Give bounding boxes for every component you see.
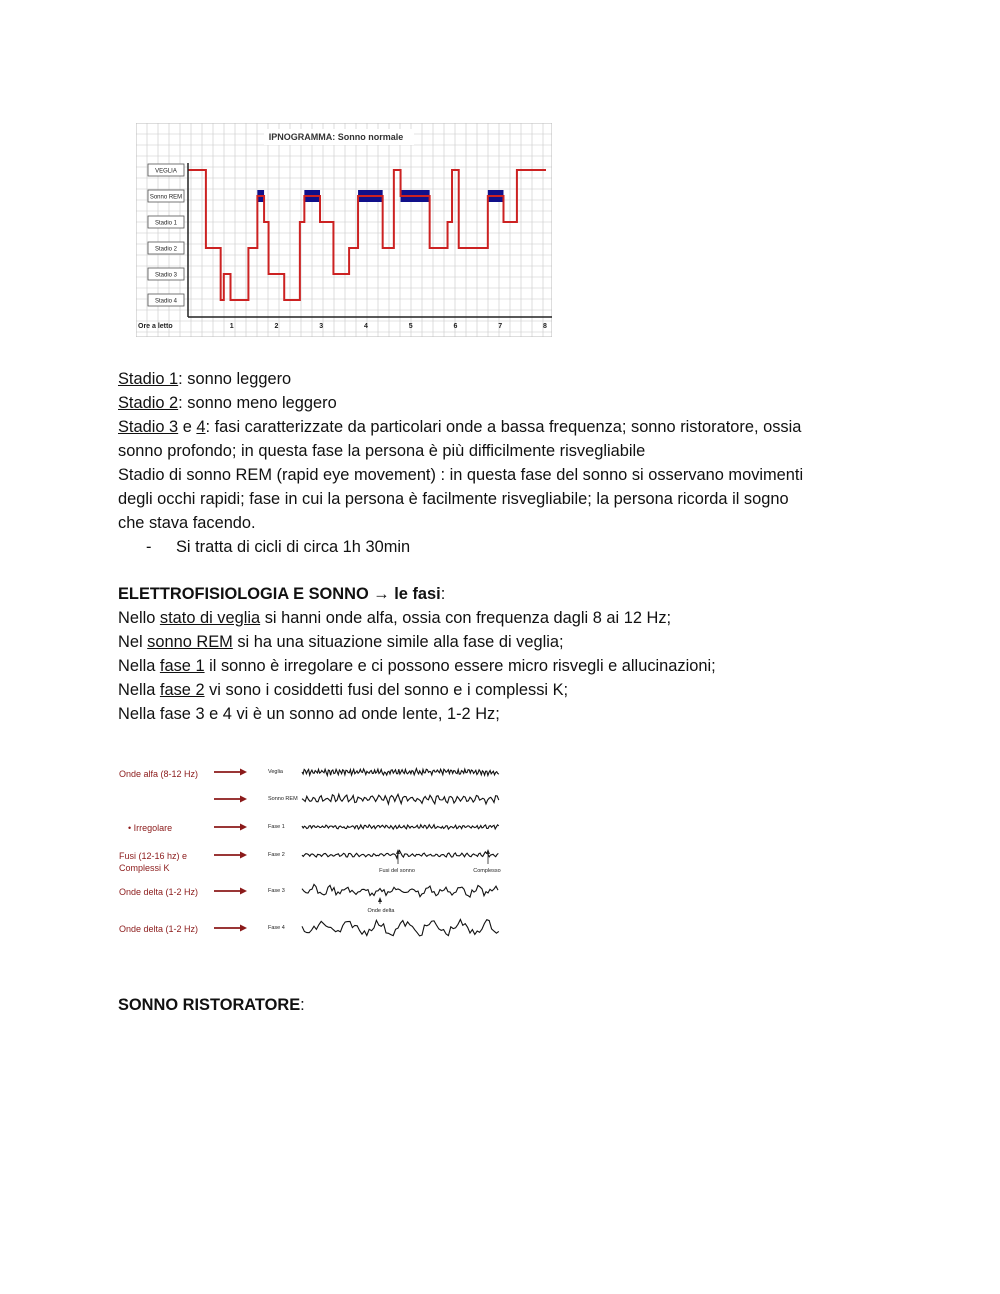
level-label-2 — [148, 216, 184, 228]
veglia-link[interactable]: stato di veglia — [159, 609, 261, 627]
eeg-annotation-2: Onde delta — [367, 908, 395, 914]
rem-line-3: che stava facendo. — [118, 514, 256, 532]
trace-label-1: Sonno REM — [268, 796, 298, 802]
x-tick-2: 2 — [274, 323, 279, 330]
level-label-4 — [148, 268, 184, 280]
svg-text:Stadio 3: Stadio 3 — [154, 272, 178, 279]
eeg-annotation-1: Complesso — [473, 868, 501, 874]
bullet-dash: - — [146, 538, 152, 556]
fase-2-link[interactable]: fase 2 — [159, 681, 205, 699]
x-tick-3: 3 — [319, 323, 324, 330]
svg-text:VEGLIA: VEGLIA — [155, 168, 177, 175]
bullet-text: Si tratta di cicli di circa 1h 30min — [176, 538, 411, 556]
electro-line-4: Nella fase 2 vi sono i cosiddetti fusi del sonno e i complessi K; — [118, 681, 569, 699]
svg-text:Sonno REM: Sonno REM — [149, 194, 183, 201]
eeg-trace-5 — [302, 920, 499, 936]
x-tick-8: 8 — [543, 323, 547, 330]
hypnogram-title: IPNOGRAMMA: Sonno normale — [268, 132, 404, 142]
rem-line-2: degli occhi rapidi; fase in cui la persona è facilmente risvegliabile; la persona ricorda il sogno — [118, 490, 789, 508]
eeg-trace-3 — [302, 851, 498, 859]
rem-line-1: Stadio di sonno REM (rapid eye movement) : in questa fase del sonno si osservano movimenti — [118, 466, 804, 484]
svg-text:Stadio 4: Stadio 4 — [154, 298, 178, 305]
eeg-left-label-4: Complessi K — [119, 863, 170, 873]
trace-label-2: Fase 1 — [268, 824, 285, 830]
level-label-0 — [148, 164, 184, 176]
svg-text:Stadio 1: Stadio 1 — [154, 220, 178, 227]
hypnogram-chart — [136, 123, 552, 337]
x-tick-4: 4 — [364, 323, 368, 330]
stage-34-line-2: sonno profondo; in questa fase la persona è più difficilmente risvegliabile — [118, 442, 646, 460]
stage-2-line: Stadio 2: sonno meno leggero — [118, 394, 337, 412]
eeg-figure — [116, 756, 506, 942]
svg-text:Stadio 2: Stadio 2 — [154, 246, 178, 253]
electro-line-5: Nella fase 3 e 4 vi è un sonno ad onde lente, 1-2 Hz; — [118, 705, 500, 723]
x-axis-label: Ore a letto — [138, 323, 173, 330]
trace-label-0: Veglia — [268, 769, 283, 775]
eeg-left-label-0: Onde alfa (8-12 Hz) — [119, 769, 199, 779]
level-label-1 — [148, 190, 184, 202]
fase-1-link[interactable]: fase 1 — [159, 657, 205, 675]
eeg-left-label-3: Fusi (12-16 hz) e — [119, 851, 188, 861]
eeg-trace-4 — [302, 884, 498, 897]
level-label-5 — [148, 294, 184, 306]
level-label-3 — [148, 242, 184, 254]
trace-label-3: Fase 2 — [268, 852, 285, 858]
eeg-trace-1 — [302, 794, 499, 804]
trace-label-5: Fase 4 — [268, 925, 285, 931]
eeg-left-label-5: Onde delta (1-2 Hz) — [119, 887, 199, 897]
x-tick-6: 6 — [453, 323, 458, 330]
stage-34-line: Stadio 3 e 4: fasi caratterizzate da particolari onde a bassa frequenza; sonno ristoratore, ossia — [118, 418, 802, 436]
x-tick-5: 5 — [408, 323, 413, 330]
x-tick-1: 1 — [229, 323, 234, 330]
electro-heading: ELETTROFISIOLOGIA E SONNO → le fasi: — [118, 585, 446, 603]
sonno-ristoratore-heading: SONNO RISTORATORE: — [118, 996, 305, 1014]
trace-label-4: Fase 3 — [268, 888, 285, 894]
electro-line-2: Nel sonno REM si ha una situazione simile alla fase di veglia; — [118, 633, 564, 651]
eeg-left-label-2: • Irregolare — [128, 823, 173, 833]
stage-4-link[interactable]: 4 — [196, 418, 206, 436]
eeg-trace-0 — [302, 769, 499, 776]
electro-line-3: Nella fase 1 il sonno è irregolare e ci possono essere micro risvegli e allucinazioni; — [118, 657, 716, 675]
stage-1-line: Stadio 1: sonno leggero — [118, 370, 292, 388]
stage-1-link[interactable]: Stadio 1 — [118, 370, 179, 388]
hypnogram-grid — [136, 123, 552, 337]
electro-line-1: Nello stato di veglia si hanni onde alfa, ossia con frequenza dagli 8 ai 12 Hz; — [118, 609, 672, 627]
x-tick-7: 7 — [498, 323, 503, 330]
eeg-trace-2 — [302, 825, 499, 829]
eeg-annotation-0: Fusi del sonno — [379, 868, 415, 874]
rem-link[interactable]: sonno REM — [147, 633, 233, 651]
stage-2-link[interactable]: Stadio 2 — [118, 394, 179, 412]
stage-3-link[interactable]: Stadio 3 — [118, 418, 179, 436]
eeg-left-label-6: Onde delta (1-2 Hz) — [119, 924, 199, 934]
